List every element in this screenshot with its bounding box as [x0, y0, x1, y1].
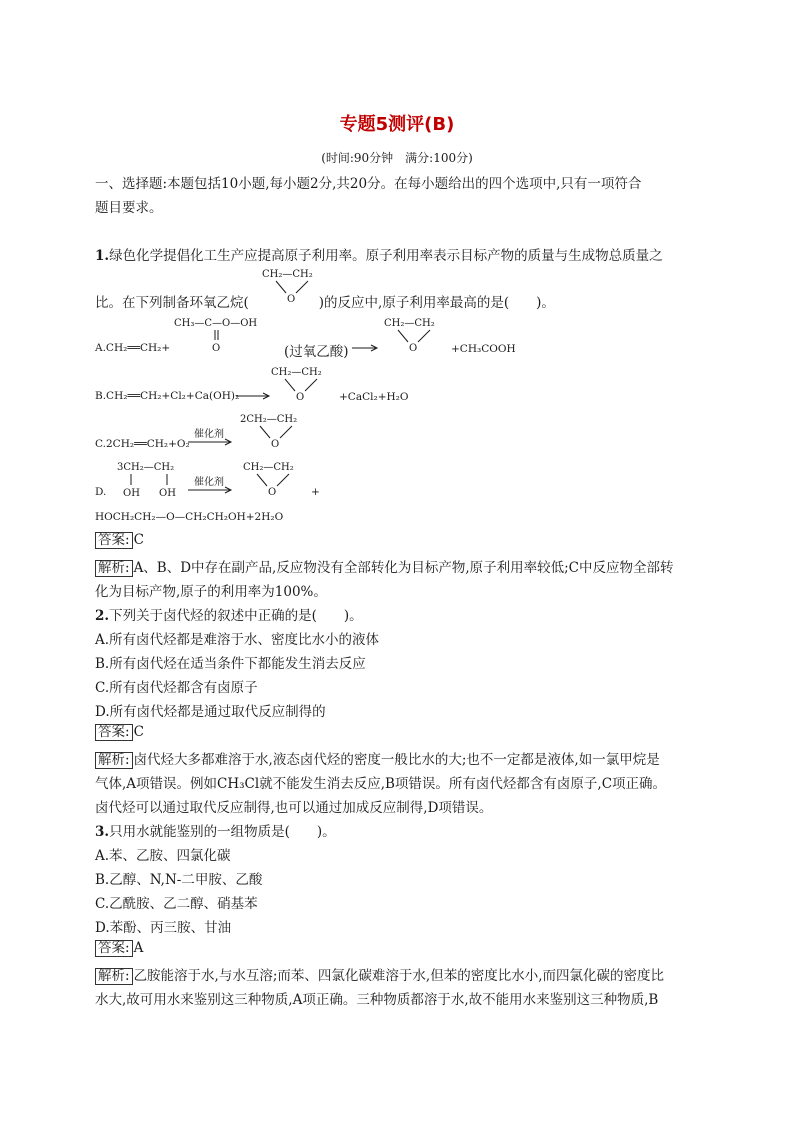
svg-text:催化剂: 催化剂 [194, 429, 224, 440]
ethylene-glycol-structure [117, 459, 197, 499]
epoxide-structure-d [243, 459, 313, 499]
svg-text:CH₃—C—O—OH: CH₃—C—O—OH [174, 318, 258, 329]
q1-option-b-arrow [236, 392, 276, 402]
peracetic-acid-structure [174, 315, 284, 355]
q1-option-b-byproduct: +CaCl₂+H₂O [339, 391, 409, 403]
q3-option-c: C.乙酰胺、乙二醇、硝基苯 [95, 896, 258, 912]
section-intro-line2: 题目要求。 [95, 200, 163, 216]
svg-text:O: O [268, 487, 277, 498]
svg-text:OH: OH [159, 488, 176, 499]
answer-label: 答案: [95, 532, 133, 549]
q3-answer [95, 940, 143, 957]
svg-text:OH: OH [123, 488, 140, 499]
q1-option-c-label: C.2CH₂══CH₂+O₂ [95, 438, 190, 450]
svg-text:CH₂—CH₂: CH₂—CH₂ [271, 367, 322, 378]
q2-analysis-line2: 气体,A项错误。例如CH₃Cl就不能发生消去反应,B项错误。所有卤代烃都含有卤原子,C项正确。 [95, 776, 667, 792]
q2-stem: 2.下列关于卤代烃的叙述中正确的是( )。 [95, 608, 363, 624]
section-intro-line1: 一、选择题:本题包括10小题,每小题2分,共20分。在每小题给出的四个选项中,只有一项符合 [95, 176, 642, 192]
q1-option-a-arrow [352, 344, 382, 354]
svg-text:O: O [287, 294, 296, 305]
svg-text:3CH₂—CH₂: 3CH₂—CH₂ [117, 462, 175, 473]
analysis-label: 解析: [95, 560, 133, 577]
svg-text:O: O [296, 392, 305, 403]
svg-text:CH₂—CH₂: CH₂—CH₂ [262, 269, 313, 280]
q1-option-d-catalyst-arrow [188, 476, 236, 496]
q3-option-a: A.苯、乙胺、四氯化碳 [95, 848, 231, 864]
svg-text:O: O [212, 343, 221, 354]
answer-label: 答案: [95, 940, 133, 957]
exam-meta: (时间:90分钟 满分:100分) [321, 151, 473, 165]
q3-option-d: D.苯酚、丙三胺、甘油 [95, 920, 232, 936]
svg-text:O: O [409, 343, 418, 354]
epoxide-structure-a [384, 315, 454, 355]
q1-option-d-byproduct: HOCH₂CH₂—O—CH₂CH₂OH+2H₂O [95, 511, 284, 523]
analysis-label: 解析: [95, 752, 133, 769]
q2-analysis-line1: 解析: 卤代烃大多都难溶于水,液态卤代烃的密度一般比水的大;也不一定都是液体,如一氯甲烷是 [95, 748, 660, 769]
q2-option-a: A.所有卤代烃都是难溶于水、密度比水小的液体 [95, 632, 380, 648]
q3-stem: 3.只用水就能鉴别的一组物质是( )。 [95, 824, 336, 840]
q1-analysis-line1: 解析: A、B、D中存在副产品,反应物没有全部转化为目标产物,原子利用率较低;C中反应物全部转 [95, 556, 674, 577]
q3-analysis-line2: 水大,故可用水来鉴别这三种物质,A项正确。三种物质都溶于水,故不能用水来鉴别这三种物质,B [95, 992, 659, 1008]
answer-label: 答案: [95, 724, 133, 741]
q1-stem-line2: 比。在下列制备环氧乙烷( )的反应中,原子利用率最高的是( )。 [95, 295, 555, 311]
q3-analysis-line1: 解析: 乙胺能溶于水,与水互溶;而苯、四氯化碳难溶于水,但苯的密度比水小,而四氯化碳的密度比 [95, 964, 664, 985]
q2-answer-value: C [133, 724, 144, 740]
q1-answer [95, 532, 144, 549]
q2-option-c: C.所有卤代烃都含有卤原子 [95, 680, 258, 696]
q2-option-d: D.所有卤代烃都是通过取代反应制得的 [95, 704, 326, 720]
q3-number: 3. [95, 824, 110, 840]
svg-text:O: O [271, 439, 280, 450]
q1-analysis-line2: 化为目标产物,原子的利用率为100%。 [95, 584, 327, 600]
epoxide-structure-c [240, 411, 320, 451]
analysis-label: 解析: [95, 968, 133, 985]
q3-option-b: B.乙醇、N,N-二甲胺、乙酸 [95, 872, 263, 888]
q2-analysis-line3: 卤代烃可以通过取代反应制得,也可以通过加成反应制得,D项错误。 [95, 800, 493, 816]
epoxide-structure-b [271, 364, 341, 404]
q1-option-a-label: A.CH₂══CH₂+ [95, 342, 171, 354]
q1-option-d-plus: + [311, 486, 320, 498]
q2-option-b: B.所有卤代烃在适当条件下都能发生消去反应 [95, 656, 366, 672]
q1-stem-line1: 1.绿色化学提倡化工生产应提高原子利用率。原子利用率表示目标产物的质量与生成物总质量之 [95, 248, 663, 264]
q1-option-d-label: D. [95, 486, 107, 498]
q1-option-b-label: B.CH₂══CH₂+Cl₂+Ca(OH)₂ [95, 390, 240, 402]
svg-text:2CH₂—CH₂: 2CH₂—CH₂ [240, 414, 298, 425]
q2-number: 2. [95, 608, 110, 624]
q1-option-a-reagent-name: (过氧乙酸) [284, 344, 349, 360]
q3-answer-value: A [133, 940, 144, 956]
page-title: 专题5测评(B) [339, 114, 455, 135]
svg-text:CH₂—CH₂: CH₂—CH₂ [384, 318, 435, 329]
svg-text:催化剂: 催化剂 [194, 477, 224, 488]
svg-text:CH₂—CH₂: CH₂—CH₂ [243, 462, 294, 473]
q1-number: 1. [95, 248, 110, 264]
q1-option-a-byproduct: +CH₃COOH [451, 343, 516, 355]
q2-answer [95, 724, 144, 741]
q1-option-c-catalyst-arrow [188, 428, 236, 448]
q1-answer-value: C [133, 532, 144, 548]
